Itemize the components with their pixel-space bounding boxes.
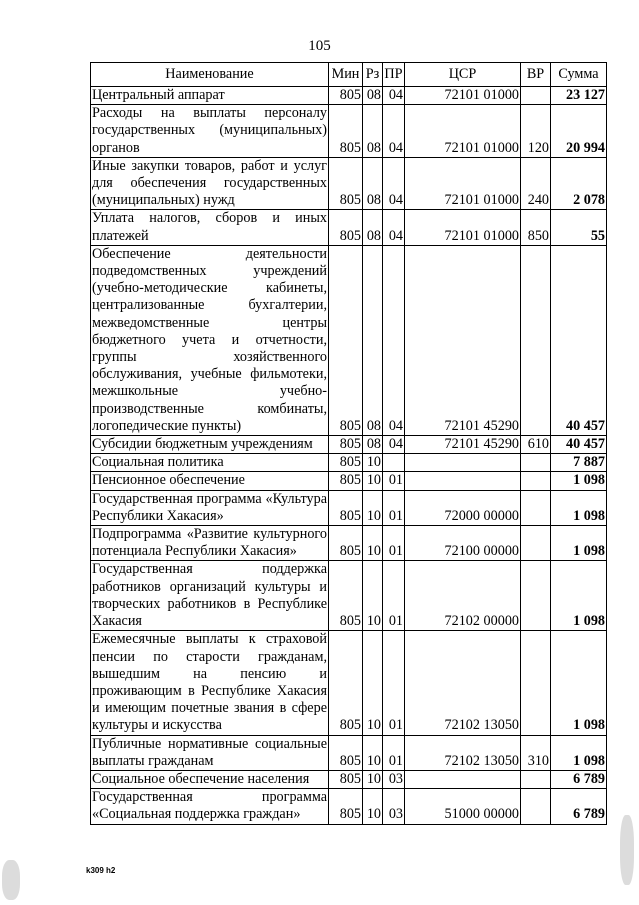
row-min: 805 xyxy=(329,436,363,454)
table-row xyxy=(91,210,607,245)
row-rz: 10 xyxy=(363,490,383,525)
row-csr: 72101 01000 xyxy=(405,157,521,210)
row-name: Центральный аппарат xyxy=(91,87,329,105)
row-min: 805 xyxy=(329,735,363,770)
footer-code: k309 h2 xyxy=(86,866,116,875)
row-name: Субсидии бюджетным учреждениям xyxy=(91,436,329,454)
row-pr: 01 xyxy=(383,561,405,631)
row-sum: 1 098 xyxy=(551,561,607,631)
row-name: Расходы на выплаты персоналу государственных (муниципальных) органов xyxy=(92,105,327,156)
table-row xyxy=(91,789,607,824)
row-rz: 08 xyxy=(363,210,383,245)
row-vr xyxy=(521,789,551,824)
row-name: Публичные нормативные социальные выплаты гражданам xyxy=(92,735,327,769)
row-min: 805 xyxy=(329,105,363,158)
row-sum: 1 098 xyxy=(551,631,607,735)
row-rz: 10 xyxy=(363,472,383,490)
row-rz: 08 xyxy=(363,87,383,105)
budget-table xyxy=(90,62,607,825)
row-sum: 1 098 xyxy=(551,472,607,490)
header-pr: ПР xyxy=(383,63,405,87)
row-csr xyxy=(405,472,521,490)
row-pr: 04 xyxy=(383,210,405,245)
row-vr: 610 xyxy=(521,436,551,454)
table-row xyxy=(91,105,607,158)
row-sum: 55 xyxy=(551,210,607,245)
row-rz: 08 xyxy=(363,105,383,158)
row-min: 805 xyxy=(329,789,363,824)
row-sum: 1 098 xyxy=(551,490,607,525)
header-rz: Рз xyxy=(363,63,383,87)
row-name: Социальная политика xyxy=(91,454,329,472)
row-min: 805 xyxy=(329,770,363,788)
row-csr: 51000 00000 xyxy=(405,789,521,824)
table-row xyxy=(91,770,607,788)
row-sum: 40 457 xyxy=(551,245,607,435)
row-pr: 01 xyxy=(383,735,405,770)
row-vr xyxy=(521,631,551,735)
row-pr: 01 xyxy=(383,631,405,735)
row-name: Обеспечение деятельности подведомственных учреждений (учебно-методические кабинеты, централизованные бухгалтерии, межведомственные центры бюджетного учета и отчетности, группы хозяйственного обслуживания, учебные фильмотеки, межшкольные учебно-производственные комбинаты, логопедические пункты) xyxy=(92,245,327,434)
row-csr: 72100 00000 xyxy=(405,526,521,561)
row-pr: 04 xyxy=(383,87,405,105)
table-row xyxy=(91,454,607,472)
table-row xyxy=(91,631,607,735)
row-rz: 10 xyxy=(363,561,383,631)
row-min: 805 xyxy=(329,472,363,490)
table-row xyxy=(91,526,607,561)
row-name: Ежемесячные выплаты к страховой пенсии по старости гражданам, вышедшим на пенсию и проживающим в Республике Хакасия и имеющим почетные звания в сфере культуры и искусства xyxy=(92,631,327,734)
row-vr: 310 xyxy=(521,735,551,770)
row-name: Пенсионное обеспечение xyxy=(91,472,329,490)
row-vr xyxy=(521,490,551,525)
row-rz: 10 xyxy=(363,770,383,788)
table-row xyxy=(91,561,607,631)
row-pr xyxy=(383,454,405,472)
row-csr: 72102 13050 xyxy=(405,735,521,770)
row-csr xyxy=(405,770,521,788)
row-csr xyxy=(405,454,521,472)
scan-noise xyxy=(620,815,634,885)
row-pr: 01 xyxy=(383,490,405,525)
row-name: Подпрограмма «Развитие культурного потенциала Республики Хакасия» xyxy=(92,526,327,560)
row-rz: 10 xyxy=(363,454,383,472)
row-sum: 2 078 xyxy=(551,157,607,210)
table-header-row xyxy=(91,63,607,87)
row-sum: 6 789 xyxy=(551,789,607,824)
row-name: Уплата налогов, сборов и иных платежей xyxy=(92,210,327,244)
scan-noise xyxy=(2,860,20,900)
table-row xyxy=(91,735,607,770)
row-rz: 10 xyxy=(363,735,383,770)
table-row xyxy=(91,245,607,435)
row-rz: 10 xyxy=(363,631,383,735)
row-vr xyxy=(521,245,551,435)
row-min: 805 xyxy=(329,210,363,245)
row-rz: 10 xyxy=(363,526,383,561)
row-csr: 72101 45290 xyxy=(405,245,521,435)
header-csr: ЦСР xyxy=(405,63,521,87)
row-csr: 72102 00000 xyxy=(405,561,521,631)
row-csr: 72101 01000 xyxy=(405,210,521,245)
row-csr: 72000 00000 xyxy=(405,490,521,525)
table-row xyxy=(91,472,607,490)
row-vr xyxy=(521,454,551,472)
row-min: 805 xyxy=(329,87,363,105)
row-rz: 08 xyxy=(363,157,383,210)
row-sum: 6 789 xyxy=(551,770,607,788)
row-min: 805 xyxy=(329,245,363,435)
row-csr: 72101 01000 xyxy=(405,87,521,105)
table-row xyxy=(91,490,607,525)
header-vr: ВР xyxy=(521,63,551,87)
row-csr: 72101 45290 xyxy=(405,436,521,454)
row-rz: 08 xyxy=(363,436,383,454)
header-name: Наименование xyxy=(91,63,329,87)
row-min: 805 xyxy=(329,631,363,735)
row-pr: 04 xyxy=(383,436,405,454)
row-min: 805 xyxy=(329,454,363,472)
table-row xyxy=(91,157,607,210)
row-csr: 72101 01000 xyxy=(405,105,521,158)
header-sum: Сумма xyxy=(551,63,607,87)
row-name: Социальное обеспечение населения xyxy=(91,770,329,788)
row-name: Государственная поддержка работников организаций культуры и творческих работников в Республике Хакасия xyxy=(92,561,327,630)
page-number: 105 xyxy=(308,38,331,54)
row-pr: 01 xyxy=(383,472,405,490)
row-min: 805 xyxy=(329,157,363,210)
row-vr xyxy=(521,561,551,631)
row-name: Иные закупки товаров, работ и услуг для обеспечения государственных (муниципальных) нужд xyxy=(92,157,327,209)
row-vr xyxy=(521,87,551,105)
row-rz: 10 xyxy=(363,789,383,824)
row-sum: 7 887 xyxy=(551,454,607,472)
row-vr xyxy=(521,770,551,788)
row-vr: 120 xyxy=(521,105,551,158)
row-vr xyxy=(521,526,551,561)
row-pr: 04 xyxy=(383,245,405,435)
row-name: Государственная программа «Культура Республики Хакасия» xyxy=(92,490,327,524)
row-sum: 20 994 xyxy=(551,105,607,158)
row-vr: 240 xyxy=(521,157,551,210)
row-name: Государственная программа «Социальная поддержка граждан» xyxy=(92,789,327,823)
row-sum: 40 457 xyxy=(551,436,607,454)
row-sum: 1 098 xyxy=(551,526,607,561)
row-pr: 01 xyxy=(383,526,405,561)
header-min: Мин xyxy=(329,63,363,87)
row-pr: 04 xyxy=(383,157,405,210)
row-csr: 72102 13050 xyxy=(405,631,521,735)
row-rz: 08 xyxy=(363,245,383,435)
row-min: 805 xyxy=(329,490,363,525)
row-pr: 03 xyxy=(383,770,405,788)
row-vr xyxy=(521,472,551,490)
table-row xyxy=(91,436,607,454)
row-sum: 23 127 xyxy=(551,87,607,105)
row-sum: 1 098 xyxy=(551,735,607,770)
row-pr: 03 xyxy=(383,789,405,824)
row-pr: 04 xyxy=(383,105,405,158)
row-min: 805 xyxy=(329,561,363,631)
row-min: 805 xyxy=(329,526,363,561)
table-row xyxy=(91,87,607,105)
row-vr: 850 xyxy=(521,210,551,245)
